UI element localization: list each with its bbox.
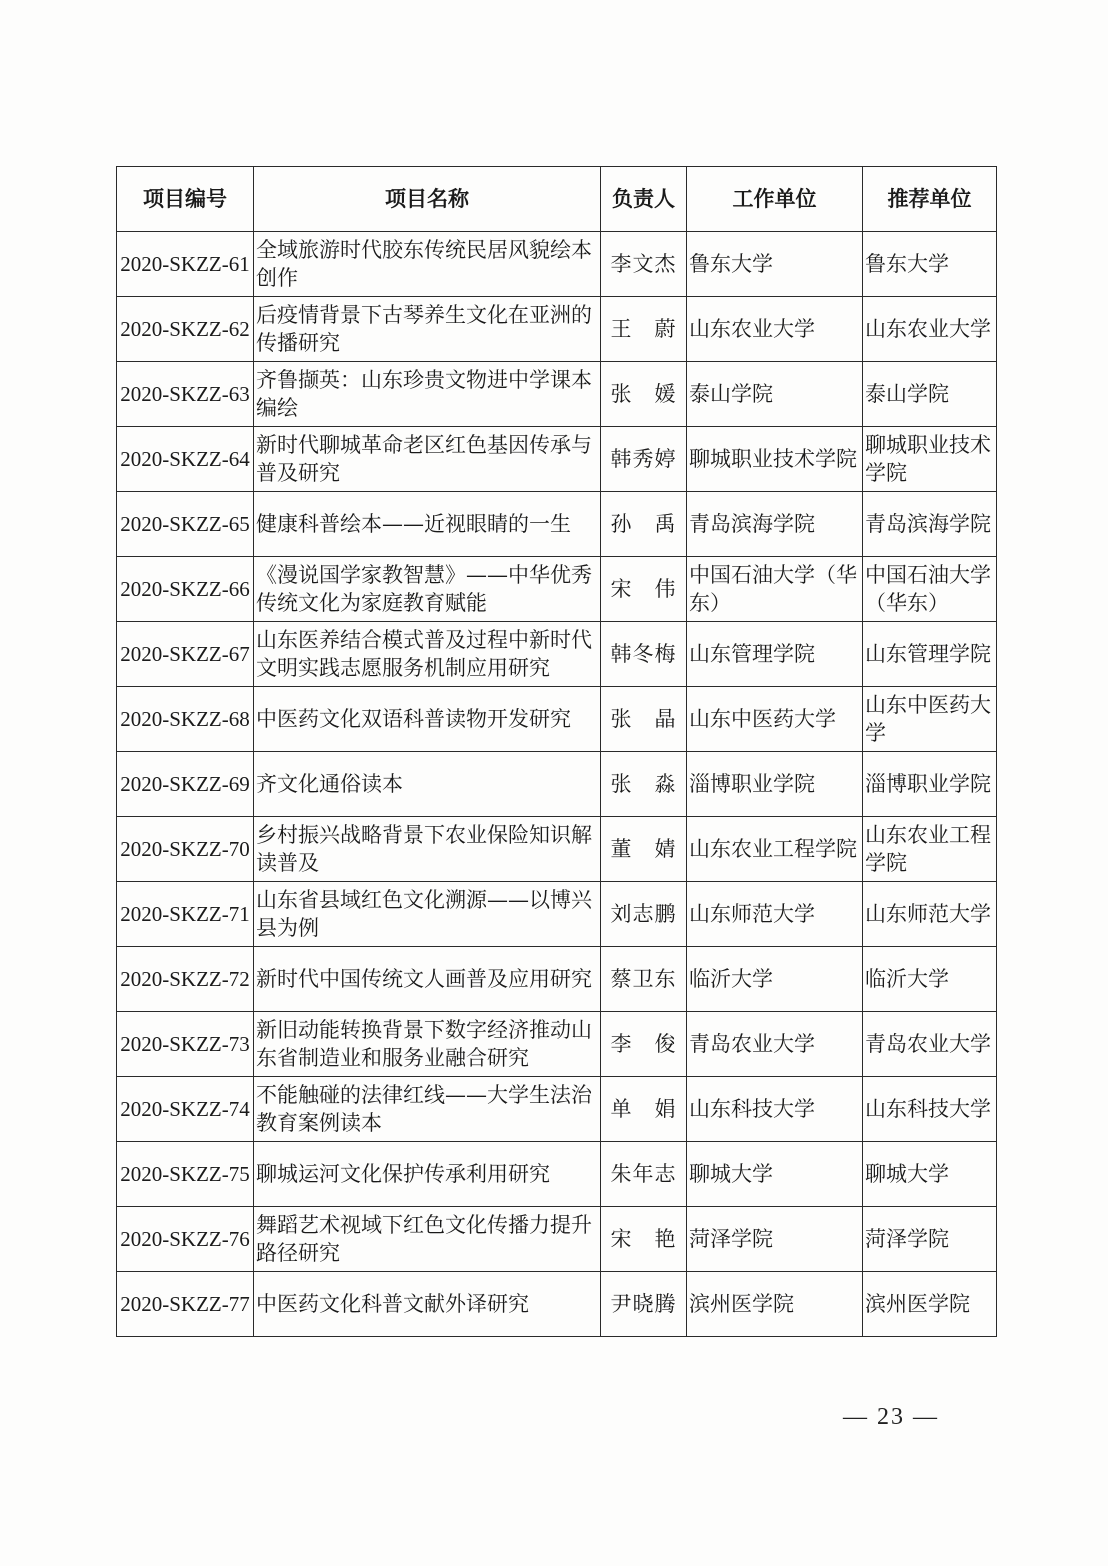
- cell-project-code: 2020-SKZZ-64: [117, 427, 254, 492]
- cell-person-in-charge: 张 晶: [601, 687, 687, 752]
- table-row: [117, 1012, 997, 1077]
- cell-project-name: 健康科普绘本——近视眼睛的一生: [254, 492, 601, 557]
- cell-work-unit: 鲁东大学: [687, 232, 863, 297]
- cell-person-in-charge: 朱年志: [601, 1142, 687, 1207]
- cell-recommending-unit: 滨州医学院: [863, 1272, 997, 1337]
- header-work-unit: 工作单位: [687, 167, 863, 232]
- cell-recommending-unit: 淄博职业学院: [863, 752, 997, 817]
- cell-project-name: 聊城运河文化保护传承利用研究: [254, 1142, 601, 1207]
- cell-recommending-unit: 山东农业工程学院: [863, 817, 997, 882]
- table-row: [117, 362, 997, 427]
- cell-project-name: 新旧动能转换背景下数字经济推动山东省制造业和服务业融合研究: [254, 1012, 601, 1077]
- cell-work-unit: 菏泽学院: [687, 1207, 863, 1272]
- cell-work-unit: 泰山学院: [687, 362, 863, 427]
- header-project-name: 项目名称: [254, 167, 601, 232]
- cell-recommending-unit: 聊城职业技术学院: [863, 427, 997, 492]
- cell-project-name: 山东省县域红色文化溯源——以博兴县为例: [254, 882, 601, 947]
- cell-person-in-charge: 单 娟: [601, 1077, 687, 1142]
- header-project-code: 项目编号: [117, 167, 254, 232]
- page-number: — 23 —: [843, 1404, 939, 1430]
- table-row: [117, 947, 997, 1012]
- cell-recommending-unit: 青岛农业大学: [863, 1012, 997, 1077]
- table-row: [117, 817, 997, 882]
- cell-work-unit: 淄博职业学院: [687, 752, 863, 817]
- cell-person-in-charge: 宋 艳: [601, 1207, 687, 1272]
- table-row: [117, 492, 997, 557]
- cell-person-in-charge: 王 蔚: [601, 297, 687, 362]
- header-person-in-charge: 负责人: [601, 167, 687, 232]
- cell-project-code: 2020-SKZZ-65: [117, 492, 254, 557]
- cell-project-name: 后疫情背景下古琴养生文化在亚洲的传播研究: [254, 297, 601, 362]
- cell-recommending-unit: 山东中医药大学: [863, 687, 997, 752]
- table-row: [117, 1077, 997, 1142]
- cell-project-code: 2020-SKZZ-72: [117, 947, 254, 1012]
- cell-work-unit: 山东科技大学: [687, 1077, 863, 1142]
- cell-project-code: 2020-SKZZ-70: [117, 817, 254, 882]
- cell-person-in-charge: 李 俊: [601, 1012, 687, 1077]
- table-row: [117, 687, 997, 752]
- cell-recommending-unit: 泰山学院: [863, 362, 997, 427]
- cell-work-unit: 山东中医药大学: [687, 687, 863, 752]
- cell-work-unit: 聊城职业技术学院: [687, 427, 863, 492]
- cell-person-in-charge: 韩冬梅: [601, 622, 687, 687]
- cell-project-code: 2020-SKZZ-69: [117, 752, 254, 817]
- table-row: [117, 557, 997, 622]
- cell-project-code: 2020-SKZZ-67: [117, 622, 254, 687]
- cell-project-name: 舞蹈艺术视域下红色文化传播力提升路径研究: [254, 1207, 601, 1272]
- cell-recommending-unit: 鲁东大学: [863, 232, 997, 297]
- cell-person-in-charge: 蔡卫东: [601, 947, 687, 1012]
- cell-project-name: 中医药文化科普文献外译研究: [254, 1272, 601, 1337]
- project-table: [116, 166, 997, 1337]
- table-row: [117, 232, 997, 297]
- cell-work-unit: 山东师范大学: [687, 882, 863, 947]
- cell-project-code: 2020-SKZZ-66: [117, 557, 254, 622]
- table-row: [117, 1272, 997, 1337]
- cell-recommending-unit: 中国石油大学（华东）: [863, 557, 997, 622]
- cell-person-in-charge: 孙 禹: [601, 492, 687, 557]
- cell-project-code: 2020-SKZZ-62: [117, 297, 254, 362]
- table-row: [117, 882, 997, 947]
- cell-recommending-unit: 山东科技大学: [863, 1077, 997, 1142]
- cell-project-name: 新时代聊城革命老区红色基因传承与普及研究: [254, 427, 601, 492]
- cell-work-unit: 山东管理学院: [687, 622, 863, 687]
- cell-project-name: 《漫说国学家教智慧》——中华优秀传统文化为家庭教育赋能: [254, 557, 601, 622]
- table-row: [117, 427, 997, 492]
- cell-recommending-unit: 临沂大学: [863, 947, 997, 1012]
- cell-work-unit: 临沂大学: [687, 947, 863, 1012]
- cell-project-code: 2020-SKZZ-73: [117, 1012, 254, 1077]
- cell-work-unit: 青岛农业大学: [687, 1012, 863, 1077]
- cell-person-in-charge: 刘志鹏: [601, 882, 687, 947]
- cell-project-code: 2020-SKZZ-75: [117, 1142, 254, 1207]
- cell-project-code: 2020-SKZZ-77: [117, 1272, 254, 1337]
- cell-project-code: 2020-SKZZ-63: [117, 362, 254, 427]
- cell-person-in-charge: 宋 伟: [601, 557, 687, 622]
- cell-recommending-unit: 山东农业大学: [863, 297, 997, 362]
- cell-work-unit: 山东农业大学: [687, 297, 863, 362]
- cell-person-in-charge: 张 媛: [601, 362, 687, 427]
- cell-project-name: 乡村振兴战略背景下农业保险知识解读普及: [254, 817, 601, 882]
- cell-project-code: 2020-SKZZ-71: [117, 882, 254, 947]
- table-row: [117, 1207, 997, 1272]
- cell-project-code: 2020-SKZZ-74: [117, 1077, 254, 1142]
- cell-recommending-unit: 聊城大学: [863, 1142, 997, 1207]
- cell-project-code: 2020-SKZZ-76: [117, 1207, 254, 1272]
- cell-work-unit: 滨州医学院: [687, 1272, 863, 1337]
- cell-project-name: 不能触碰的法律红线——大学生法治教育案例读本: [254, 1077, 601, 1142]
- table-row: [117, 752, 997, 817]
- table-row: [117, 622, 997, 687]
- cell-project-name: 全域旅游时代胶东传统民居风貌绘本创作: [254, 232, 601, 297]
- cell-project-name: 齐鲁撷英：山东珍贵文物进中学课本编绘: [254, 362, 601, 427]
- cell-work-unit: 青岛滨海学院: [687, 492, 863, 557]
- cell-work-unit: 中国石油大学（华东）: [687, 557, 863, 622]
- cell-recommending-unit: 山东管理学院: [863, 622, 997, 687]
- cell-project-code: 2020-SKZZ-68: [117, 687, 254, 752]
- cell-project-name: 中医药文化双语科普读物开发研究: [254, 687, 601, 752]
- cell-recommending-unit: 菏泽学院: [863, 1207, 997, 1272]
- cell-person-in-charge: 尹晓腾: [601, 1272, 687, 1337]
- table-row: [117, 1142, 997, 1207]
- table-row: [117, 297, 997, 362]
- cell-person-in-charge: 李文杰: [601, 232, 687, 297]
- table-header-row: [117, 167, 997, 232]
- cell-project-name: 新时代中国传统文人画普及应用研究: [254, 947, 601, 1012]
- cell-work-unit: 聊城大学: [687, 1142, 863, 1207]
- table-body: [117, 232, 997, 1337]
- cell-person-in-charge: 董 婧: [601, 817, 687, 882]
- cell-work-unit: 山东农业工程学院: [687, 817, 863, 882]
- cell-recommending-unit: 山东师范大学: [863, 882, 997, 947]
- cell-project-code: 2020-SKZZ-61: [117, 232, 254, 297]
- cell-project-name: 山东医养结合模式普及过程中新时代文明实践志愿服务机制应用研究: [254, 622, 601, 687]
- header-recommending-unit: 推荐单位: [863, 167, 997, 232]
- cell-person-in-charge: 张 淼: [601, 752, 687, 817]
- cell-recommending-unit: 青岛滨海学院: [863, 492, 997, 557]
- cell-person-in-charge: 韩秀婷: [601, 427, 687, 492]
- cell-project-name: 齐文化通俗读本: [254, 752, 601, 817]
